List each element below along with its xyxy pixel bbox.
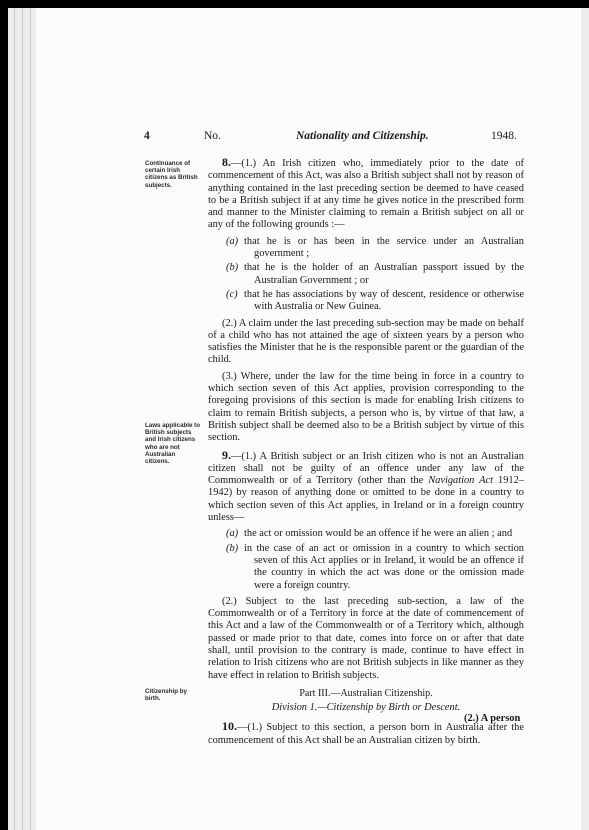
body-text bbox=[208, 156, 524, 751]
page-edge bbox=[22, 8, 23, 830]
section-number: 8. bbox=[222, 155, 231, 169]
item-label: (b) bbox=[226, 542, 239, 554]
division-heading: Division 1.—Citizenship by Birth or Descent. bbox=[271, 702, 461, 714]
section-8-para-2: (2.) A claim under the last preceding sub-section may be made on behalf of a child who has not attained the age of sixteen years by a person who satisfies the Minister that he is the responsible parent or the guardian of the child. bbox=[208, 317, 524, 366]
margin-note-s10: Citizenship by birth. bbox=[145, 688, 187, 703]
list-item bbox=[208, 528, 524, 540]
section-text: 1912–1942) by reason of anything done or omitted to be done in a country to which section seven of this Act applies, in Ireland or in a foreign country unless— bbox=[208, 475, 524, 524]
page-edge bbox=[30, 8, 31, 830]
section-text: —(1.) Subject to this section, a person born in Australia after the commencement of this Act shall be an Australian citizen by birth. bbox=[208, 722, 524, 746]
catchword: (2.) A person bbox=[464, 713, 521, 724]
section-10-para-1 bbox=[208, 720, 524, 747]
list-item bbox=[208, 543, 524, 592]
running-title: Nationality and Citizenship. bbox=[296, 130, 429, 142]
page-header bbox=[36, 130, 581, 146]
list-item bbox=[208, 236, 524, 261]
list-item bbox=[208, 262, 524, 287]
margin-note-s9: Laws applicable to British subjects and Irish citizens who are not Australian citizens. bbox=[145, 422, 201, 466]
margin-note-s8: Continuance of certain Irish citizens as British subjects. bbox=[145, 160, 198, 189]
section-number: 9. bbox=[222, 447, 231, 462]
item-label: (a) bbox=[226, 235, 239, 247]
section-8-para-3: (3.) Where, under the law for the time being in force in a country to which section seven of this Act applies, provision corresponding to the foregoing provisions of this section is made for enabling Irish citizens to claim to remain British subjects, a person who is, by virtue of that law, a British subject shall be deemed also to be a British subject by virtue of this section. bbox=[208, 370, 524, 444]
item-text: that he is the holder of an Australian passport issued by the Australian Government ; or bbox=[244, 262, 524, 286]
item-label: (b) bbox=[226, 262, 239, 274]
section-8-para-1 bbox=[208, 156, 524, 232]
item-text: in the case of an act or omission in a country to which section seven of this Act applies or in Ireland, it would be an offence if the country in which the act was done or the omission made were a foreign country. bbox=[244, 542, 524, 591]
item-label: (a) bbox=[226, 528, 239, 540]
item-text: that he has associations by way of descent, residence or otherwise with Australia or New Guinea. bbox=[244, 288, 524, 313]
section-9-para-1 bbox=[208, 449, 524, 525]
page-number: 4 bbox=[144, 130, 150, 142]
part-heading: Part III.—Australian Citizenship. bbox=[299, 687, 433, 699]
item-text: that he is or has been in the service under an Australian government ; bbox=[244, 235, 524, 260]
document-page bbox=[36, 8, 581, 830]
header-year: 1948. bbox=[491, 130, 517, 142]
item-text: the act or omission would be an offence if he were an alien ; and bbox=[244, 528, 513, 540]
item-label: (c) bbox=[226, 288, 238, 300]
list-item bbox=[208, 289, 524, 314]
act-number-label: No. bbox=[204, 130, 221, 142]
section-number: 10. bbox=[222, 719, 237, 734]
section-text: —(1.) An Irish citizen who, immediately prior to the date of commencement of this Act, was also a British subject shall not by reason of anything contained in the last preceding section be deemed to have ceased to be a British subject if at any time he gives notice in the prescribed form and manner to the Minister claiming to remain a British subject on all or any of the following grounds :— bbox=[208, 158, 524, 231]
act-name: Navigation Act bbox=[428, 475, 494, 487]
section-text: —(1.) A British subject or an Irish citizen who is not an Australian citizen shall not be guilty of an offence under any law of the Commonwealth or of a Territory (other than the bbox=[208, 450, 524, 487]
page-edge bbox=[14, 8, 15, 830]
section-9-para-2: (2.) Subject to the last preceding sub-section, a law of the Commonwealth or of a Territory in force at the date of commencement of this Act and a law of the Commonwealth or of a Territory which, although passed or made prior to that date, comes into force on or after that date shall, until provision to the contrary is made, continue to have effect in relation to Irish citizens who are not British subjects in like manner as they have effect in relation to British subjects. bbox=[208, 595, 524, 681]
